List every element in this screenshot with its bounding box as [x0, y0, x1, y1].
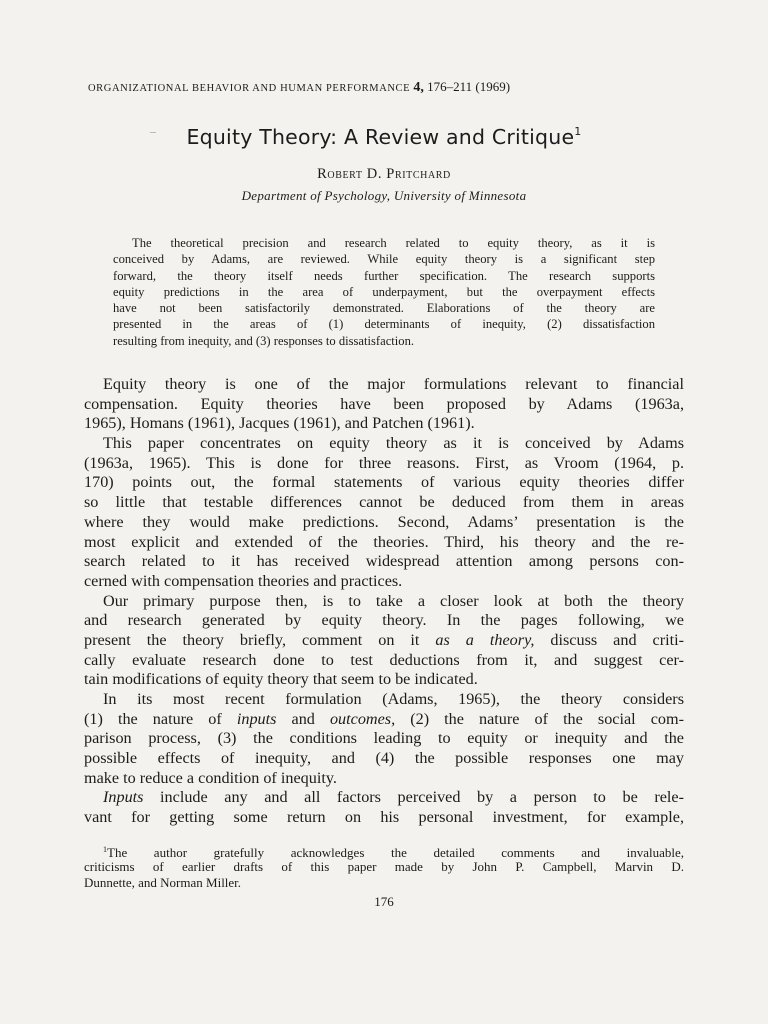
body-fragment: (2) the nature of the social com-	[395, 709, 684, 728]
body-italic: Inputs	[103, 788, 144, 807]
body-line: Equity theory is one of the major formulations relevant to financial	[103, 375, 684, 393]
body-line: 1965), Homans (1961), Jacques (1961), and Patchen (1961).	[84, 414, 475, 433]
footnote-fragment: The author gratefully acknowledges the detailed comments and invaluable,	[107, 845, 684, 860]
body-line: Our primary purpose then, is to take a closer look at both the theory	[103, 591, 684, 610]
body-fragment: discuss and criti-	[534, 630, 685, 649]
footnote-line: criticisms of earlier drafts of this paper made by John P. Campbell, Marvin D.	[84, 858, 684, 874]
journal-volume: 4,	[413, 80, 424, 95]
body-line: This paper concentrates on equity theory as it is conceived by Adams	[103, 434, 684, 453]
abstract-line: forward, the theory itself needs further specification. The research supports	[113, 268, 655, 283]
page-number: 176	[374, 894, 394, 909]
body-line	[84, 788, 684, 808]
body-line: (1963a, 1965). This is done for three reasons. First, as Vroom (1964, p.	[84, 453, 684, 472]
body-fragment: present the theory briefly, comment on it	[84, 630, 436, 649]
body-line: cerned with compensation theories and practices.	[84, 571, 403, 590]
abstract-line: equity predictions in the area of underpayment, but the overpayment effects	[113, 284, 655, 299]
body-italic: outcomes,	[329, 709, 396, 728]
body-line	[84, 710, 684, 730]
body-line: so little that testable differences cannot be deduced from them in areas	[84, 493, 684, 512]
footnote-line: Dunnette, and Norman Miller.	[84, 875, 242, 890]
running-header	[88, 79, 688, 96]
footnote	[84, 842, 684, 892]
body-fragment: and	[276, 709, 330, 728]
body-line	[84, 631, 684, 651]
body-line: tain modifications of equity theory that seem to be indicated.	[84, 670, 478, 689]
body-line: vant for getting some return on his personal investment, for example,	[84, 808, 684, 827]
body-line: In its most recent formulation (Adams, 1965), the theory considers	[103, 690, 684, 708]
journal-name: ORGANIZATIONAL BEHAVIOR AND HUMAN PERFORMANCE	[88, 83, 411, 94]
article-author: Robert D. Pritchard	[317, 166, 451, 182]
abstract	[113, 235, 655, 349]
body-line: compensation. Equity theories have been proposed by Adams (1963a,	[84, 394, 684, 413]
body-line: most explicit and extended of the theories. Third, his theory and the re-	[84, 532, 684, 551]
journal-pages: 176–211 (1969)	[427, 79, 511, 94]
body-line: where they would make predictions. Second, Adams’ presentation is the	[84, 512, 684, 531]
abstract-line: The theoretical precision and research related to equity theory, as it is	[132, 236, 655, 250]
abstract-line: have not been satisfactorily demonstrated. Elaborations of the theory are	[113, 301, 655, 316]
title-footnote-mark: 1	[574, 125, 582, 138]
abstract-line: presented in the areas of (1) determinants of inequity, (2) dissatisfaction	[113, 317, 655, 332]
body-fragment: (1) the nature of	[84, 709, 237, 728]
body-fragment: include any and all factors perceived by a person to be rele-	[143, 788, 684, 807]
body-line: cally evaluate research done to test deductions from it, and suggest cer-	[84, 650, 684, 669]
abstract-line: conceived by Adams, are reviewed. While equity theory is a significant step	[113, 252, 655, 267]
body-line: make to reduce a condition of inequity.	[84, 768, 337, 787]
body-line: 170) points out, the formal statements of various equity theories differ	[84, 473, 684, 492]
body-line: possible effects of inequity, and (4) the possible responses one may	[84, 749, 684, 768]
body-italic: as a theory,	[435, 630, 535, 649]
footnote-mark: 1	[103, 845, 107, 854]
author-affiliation: Department of Psychology, University of Minnesota	[241, 188, 527, 203]
footnote-line	[84, 842, 684, 859]
body-line: search related to it has received widespread attention among persons con-	[84, 552, 684, 571]
article-title	[0, 125, 768, 149]
body-line: and research generated by equity theory. In the pages following, we	[84, 611, 684, 630]
body-text	[84, 375, 684, 828]
abstract-line: resulting from inequity, and (3) responses to dissatisfaction.	[113, 333, 415, 348]
article-title-text: Equity Theory: A Review and Critique	[186, 125, 575, 149]
body-line: parison process, (3) the conditions leading to equity or inequity and the	[84, 729, 684, 748]
body-italic: inputs	[236, 709, 277, 728]
